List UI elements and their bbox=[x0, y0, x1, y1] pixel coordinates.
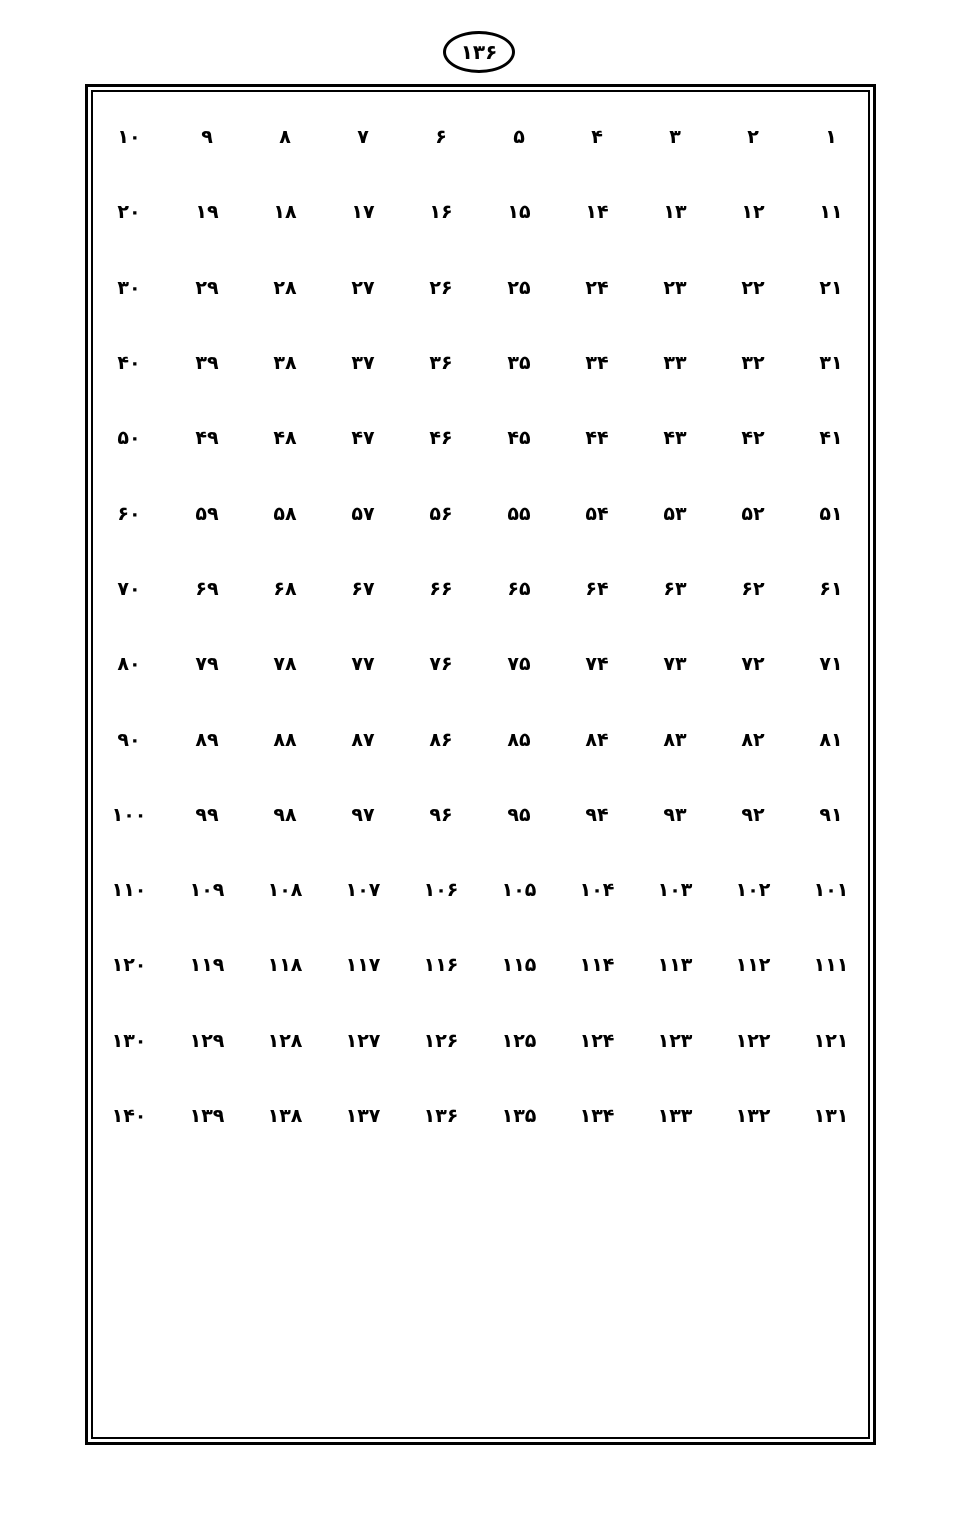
number-cell: ۴۳ bbox=[663, 427, 687, 450]
number-cell: ۱۱۷ bbox=[345, 954, 381, 977]
number-cell: ۸۰ bbox=[117, 653, 141, 676]
number-cell: ۵۲ bbox=[741, 502, 765, 525]
number-cell: ۳۶ bbox=[429, 352, 453, 375]
number-cell: ۱۲۹ bbox=[189, 1029, 225, 1052]
number-cell: ۱۱۱ bbox=[813, 954, 849, 977]
number-cell: ۱ bbox=[825, 126, 837, 149]
number-cell: ۳۲ bbox=[741, 352, 765, 375]
number-cell: ۶۷ bbox=[351, 577, 375, 600]
number-cell: ۲۲ bbox=[741, 276, 765, 299]
number-cell: ۷۶ bbox=[429, 653, 453, 676]
number-cell: ۱۱۹ bbox=[189, 954, 225, 977]
number-cell: ۱۶ bbox=[429, 201, 453, 224]
number-cell: ۱۰۹ bbox=[189, 879, 225, 902]
number-cell: ۱۲۲ bbox=[735, 1029, 771, 1052]
number-cell: ۳ bbox=[669, 126, 681, 149]
number-cell: ۶۹ bbox=[195, 577, 219, 600]
number-cell: ۱۲۳ bbox=[657, 1029, 693, 1052]
number-cell: ۱۰۸ bbox=[267, 879, 303, 902]
number-cell: ۱۰۷ bbox=[345, 879, 381, 902]
number-cell: ۱۳۴ bbox=[579, 1105, 615, 1127]
number-cell: ۴۱ bbox=[819, 427, 843, 450]
number-cell: ۲۱ bbox=[819, 276, 843, 299]
number-cell: ۷۱ bbox=[819, 653, 843, 676]
number-cell: ۹ bbox=[201, 126, 213, 149]
number-cell: ۵۵ bbox=[507, 502, 531, 525]
number-cell: ۱۳۵ bbox=[501, 1105, 537, 1127]
number-cell: ۱۵ bbox=[507, 201, 531, 224]
number-cell: ۹۰ bbox=[117, 728, 141, 751]
number-cell: ۱۱۶ bbox=[423, 954, 459, 977]
number-cell: ۱۰۵ bbox=[501, 879, 537, 902]
number-cell: ۵۴ bbox=[585, 502, 609, 525]
number-cell: ۴ bbox=[591, 126, 603, 149]
number-cell: ۴۲ bbox=[741, 427, 765, 450]
number-cell: ۹۹ bbox=[195, 803, 219, 826]
page-number-badge bbox=[443, 31, 515, 73]
page-number: ۱۳۶ bbox=[460, 40, 498, 64]
number-cell: ۱۷ bbox=[351, 201, 375, 224]
number-cell: ۴۵ bbox=[507, 427, 531, 450]
number-cell: ۱۳۸ bbox=[267, 1105, 303, 1127]
number-cell: ۲۸ bbox=[273, 276, 297, 299]
number-cell: ۹۲ bbox=[741, 803, 765, 826]
number-cell: ۶۸ bbox=[273, 577, 297, 600]
number-cell: ۳۱ bbox=[819, 352, 843, 375]
number-cell: ۵۸ bbox=[273, 502, 297, 525]
number-cell: ۸۴ bbox=[585, 728, 609, 751]
number-cell: ۶۴ bbox=[585, 577, 609, 600]
number-cell: ۳۷ bbox=[351, 352, 375, 375]
number-cell: ۹۶ bbox=[429, 803, 453, 826]
number-cell: ۳۰ bbox=[117, 276, 141, 299]
number-cell: ۱۲۷ bbox=[345, 1029, 381, 1052]
number-cell: ۲۰ bbox=[117, 201, 141, 224]
number-cell: ۱۱ bbox=[819, 201, 843, 224]
number-cell: ۵۱ bbox=[819, 502, 843, 525]
number-cell: ۱۱۴ bbox=[579, 954, 615, 977]
number-cell: ۱۴۰ bbox=[111, 1105, 147, 1127]
number-cell: ۶۲ bbox=[741, 577, 765, 600]
number-cell: ۴۶ bbox=[429, 427, 453, 450]
number-cell: ۲۷ bbox=[351, 276, 375, 299]
number-cell: ۸ bbox=[279, 126, 291, 149]
number-cell: ۶۰ bbox=[117, 502, 141, 525]
number-cell: ۸۹ bbox=[195, 728, 219, 751]
number-cell: ۲۵ bbox=[507, 276, 531, 299]
number-cell: ۲۶ bbox=[429, 276, 453, 299]
number-cell: ۶ bbox=[435, 126, 447, 149]
number-cell: ۹۴ bbox=[585, 803, 609, 826]
number-cell: ۸۱ bbox=[819, 728, 843, 751]
number-cell: ۷۳ bbox=[663, 653, 687, 676]
number-cell: ۱۳۰ bbox=[111, 1029, 147, 1052]
number-cell: ۱۴ bbox=[585, 201, 609, 224]
number-cell: ۳۹ bbox=[195, 352, 219, 375]
number-cell: ۱۱۳ bbox=[657, 954, 693, 977]
number-cell: ۱۳۹ bbox=[189, 1105, 225, 1127]
number-cell: ۴۴ bbox=[585, 427, 609, 450]
number-cell: ۸۵ bbox=[507, 728, 531, 751]
number-cell: ۷۵ bbox=[507, 653, 531, 676]
number-cell: ۶۳ bbox=[663, 577, 687, 600]
number-cell: ۹۸ bbox=[273, 803, 297, 826]
number-cell: ۷۷ bbox=[351, 653, 375, 676]
number-cell: ۳۵ bbox=[507, 352, 531, 375]
number-cell: ۵۹ bbox=[195, 502, 219, 525]
number-cell: ۸۸ bbox=[273, 728, 297, 751]
number-cell: ۱۰ bbox=[117, 126, 141, 149]
number-cell: ۷۹ bbox=[195, 653, 219, 676]
number-cell: ۷۲ bbox=[741, 653, 765, 676]
number-cell: ۳۸ bbox=[273, 352, 297, 375]
number-cell: ۱۲۱ bbox=[813, 1029, 849, 1052]
number-cell: ۱۱۵ bbox=[501, 954, 537, 977]
number-cell: ۴۰ bbox=[117, 352, 141, 375]
number-cell: ۲ bbox=[747, 126, 759, 149]
number-cell: ۹۱ bbox=[819, 803, 843, 826]
number-cell: ۱۲۶ bbox=[423, 1029, 459, 1052]
number-cell: ۲۹ bbox=[195, 276, 219, 299]
number-cell: ۱۳۱ bbox=[813, 1105, 849, 1127]
number-cell: ۵۷ bbox=[351, 502, 375, 525]
number-cell: ۱۳۶ bbox=[423, 1105, 459, 1127]
number-cell: ۱۳۳ bbox=[657, 1105, 693, 1127]
number-cell: ۸۷ bbox=[351, 728, 375, 751]
number-cell: ۴۸ bbox=[273, 427, 297, 450]
number-cell: ۸۳ bbox=[663, 728, 687, 751]
number-cell: ۳۳ bbox=[663, 352, 687, 375]
number-cell: ۹۳ bbox=[663, 803, 687, 826]
number-cell: ۵۶ bbox=[429, 502, 453, 525]
number-cell: ۹۵ bbox=[507, 803, 531, 826]
number-cell: ۱۰۳ bbox=[657, 879, 693, 902]
number-cell: ۹۷ bbox=[351, 803, 375, 826]
number-cell: ۵۳ bbox=[663, 502, 687, 525]
number-cell: ۱۹ bbox=[195, 201, 219, 224]
number-cell: ۱۱۰ bbox=[111, 879, 147, 902]
number-cell: ۷۸ bbox=[273, 653, 297, 676]
number-cell: ۱۰۲ bbox=[735, 879, 771, 902]
number-cell: ۸۲ bbox=[741, 728, 765, 751]
number-cell: ۱۲۵ bbox=[501, 1029, 537, 1052]
number-cell: ۱۳۲ bbox=[735, 1105, 771, 1127]
number-cell: ۵۰ bbox=[117, 427, 141, 450]
number-cell: ۱۱۲ bbox=[735, 954, 771, 977]
number-cell: ۱۲۰ bbox=[111, 954, 147, 977]
number-cell: ۲۴ bbox=[585, 276, 609, 299]
number-cell: ۱۸ bbox=[273, 201, 297, 224]
number-cell: ۱۲۸ bbox=[267, 1029, 303, 1052]
number-cell: ۱۲۴ bbox=[579, 1029, 615, 1052]
number-cell: ۱۰۶ bbox=[423, 879, 459, 902]
number-cell: ۵ bbox=[513, 126, 525, 149]
number-cell: ۴۷ bbox=[351, 427, 375, 450]
number-cell: ۲۳ bbox=[663, 276, 687, 299]
number-cell: ۶۶ bbox=[429, 577, 453, 600]
number-cell: ۱۰۴ bbox=[579, 879, 615, 902]
number-cell: ۷۴ bbox=[585, 653, 609, 676]
number-cell: ۱۳۷ bbox=[345, 1105, 381, 1127]
number-cell: ۱۰۱ bbox=[813, 879, 849, 902]
number-grid bbox=[84, 100, 876, 1154]
number-cell: ۷۰ bbox=[117, 577, 141, 600]
number-cell: ۴۹ bbox=[195, 427, 219, 450]
number-cell: ۱۱۸ bbox=[267, 954, 303, 977]
number-cell: ۶۱ bbox=[819, 577, 843, 600]
number-cell: ۱۰۰ bbox=[111, 803, 147, 826]
number-cell: ۸۶ bbox=[429, 728, 453, 751]
number-cell: ۷ bbox=[357, 126, 369, 149]
number-cell: ۶۵ bbox=[507, 577, 531, 600]
number-cell: ۳۴ bbox=[585, 352, 609, 375]
number-cell: ۱۲ bbox=[741, 201, 765, 224]
number-cell: ۱۳ bbox=[663, 201, 687, 224]
